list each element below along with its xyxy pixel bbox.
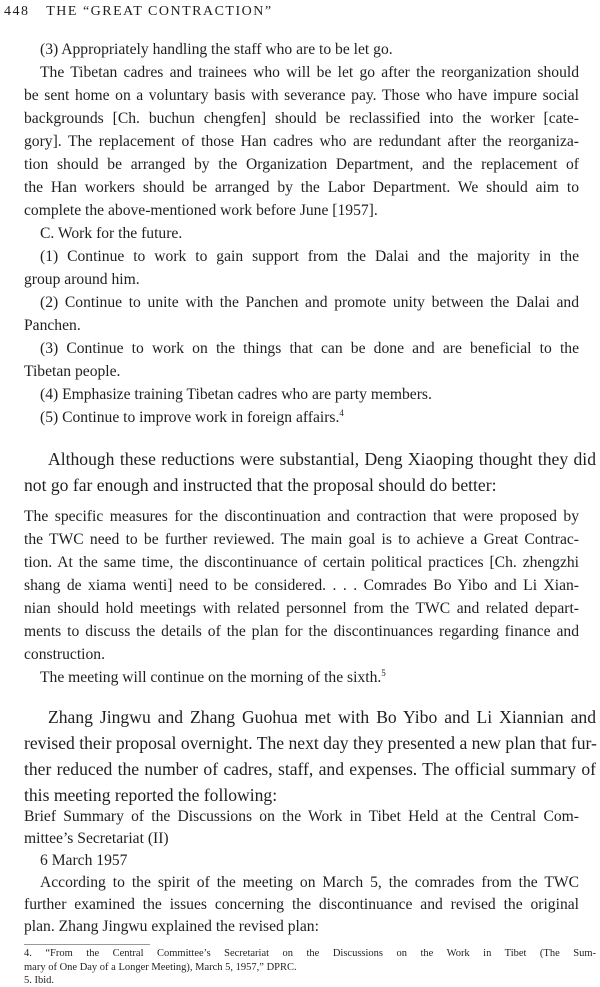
footnote-line: mary of One Day of a Longer Meeting), March 5, 1957,” DPRC.	[24, 962, 297, 973]
body-line: ther reduced the number of cadres, staff, and expenses. The official summary of	[24, 759, 596, 779]
quote-line: 6 March 1957	[40, 852, 128, 869]
footnote-divider	[24, 944, 150, 945]
quote-line: The specific measures for the discontinuation and contraction that were proposed by	[24, 508, 579, 525]
quote-line: (2) Continue to unite with the Panchen and promote unity between the Dalai and	[40, 294, 579, 311]
quote-line: gory]. The replacement of those Han cadres who are redundant after the reorganiza-	[24, 133, 579, 150]
quote-line: complete the above-mentioned work before June [1957].	[24, 202, 378, 219]
quote-line: ments to discuss the details of the plan for the discontinuances regarding finance and	[24, 623, 579, 640]
body-line: not go far enough and instructed that the proposal should do better:	[24, 475, 497, 495]
quote-line: (3) Continue to work on the things that can be done and are beneficial to the	[40, 340, 579, 357]
body-line: this meeting reported the following:	[24, 785, 278, 805]
footnote-ref: 5	[381, 667, 386, 678]
quote-line: (1) Continue to work to gain support from the Dalai and the majority in the	[40, 248, 579, 265]
quote-line: construction.	[24, 646, 105, 663]
quote-line: the Han workers should be arranged by the Labor Department. We should aim to	[24, 179, 579, 196]
quote-line: group around him.	[24, 271, 140, 288]
quote-line: According to the spirit of the meeting on March 5, the comrades from the TWC	[40, 874, 579, 891]
quote-line: tion. At the same time, the discontinuance of certain political practices [Ch. zhengzhi	[24, 554, 579, 571]
running-header	[4, 4, 273, 24]
body-line: revised their proposal overnight. The next day they presented a new plan that fur-	[24, 733, 597, 753]
page-number: 448	[4, 4, 30, 19]
quote-line: the TWC need to be further reviewed. The main goal is to achieve a Great Contrac-	[24, 531, 579, 548]
quote-line: be sent home on a voluntary basis with severance pay. Those who have impure social	[24, 87, 579, 104]
quote-line: plan. Zhang Jingwu explained the revised plan:	[24, 918, 319, 935]
quote-line: C. Work for the future.	[40, 225, 183, 242]
quote-line: (4) Emphasize training Tibetan cadres who are party members.	[40, 386, 432, 403]
quote-line: (3) Appropriately handling the staff who are to be let go.	[40, 41, 393, 58]
running-title: THE “GREAT CONTRACTION”	[46, 4, 273, 19]
quote-line: (5) Continue to improve work in foreign affairs.$^4$	[40, 407, 344, 426]
quote-line: The Tibetan cadres and trainees who will be let go after the reorganization should	[40, 64, 579, 81]
quote-line: further examined the issues concerning the discontinuance and revised the original	[24, 896, 579, 913]
footnote-ref: 4	[339, 407, 344, 418]
footnote-line: 5. Ibid.	[24, 975, 55, 986]
quote-line: Panchen.	[24, 317, 81, 334]
quote-line: shang de xiama wenti] need to be considered. . . . Comrades Bo Yibo and Li Xian-	[24, 577, 579, 594]
quote-line: The meeting will continue on the morning of the sixth.$^5$	[40, 667, 386, 686]
quote-line: nian should hold meetings with related personnel from the TWC and related depart-	[24, 600, 579, 617]
body-line: Zhang Jingwu and Zhang Guohua met with Bo Yibo and Li Xiannian and	[48, 707, 596, 727]
body-line: Although these reductions were substantial, Deng Xiaoping thought they did	[48, 449, 596, 469]
quote-line: mittee’s Secretariat (II)	[24, 830, 169, 847]
quote-line: Tibetan people.	[24, 363, 121, 380]
footnote-line: 4. “From the Central Committee’s Secretariat on the Discussions on the Work in Tibet (The Sum-	[24, 948, 596, 959]
quote-line: tion should be arranged by the Organization Department, and the replacement of	[24, 156, 579, 173]
quote-line: backgrounds [Ch. buchun chengfen] should be reclassified into the worker [cate-	[24, 110, 579, 127]
quote-line: Brief Summary of the Discussions on the Work in Tibet Held at the Central Com-	[24, 808, 579, 825]
